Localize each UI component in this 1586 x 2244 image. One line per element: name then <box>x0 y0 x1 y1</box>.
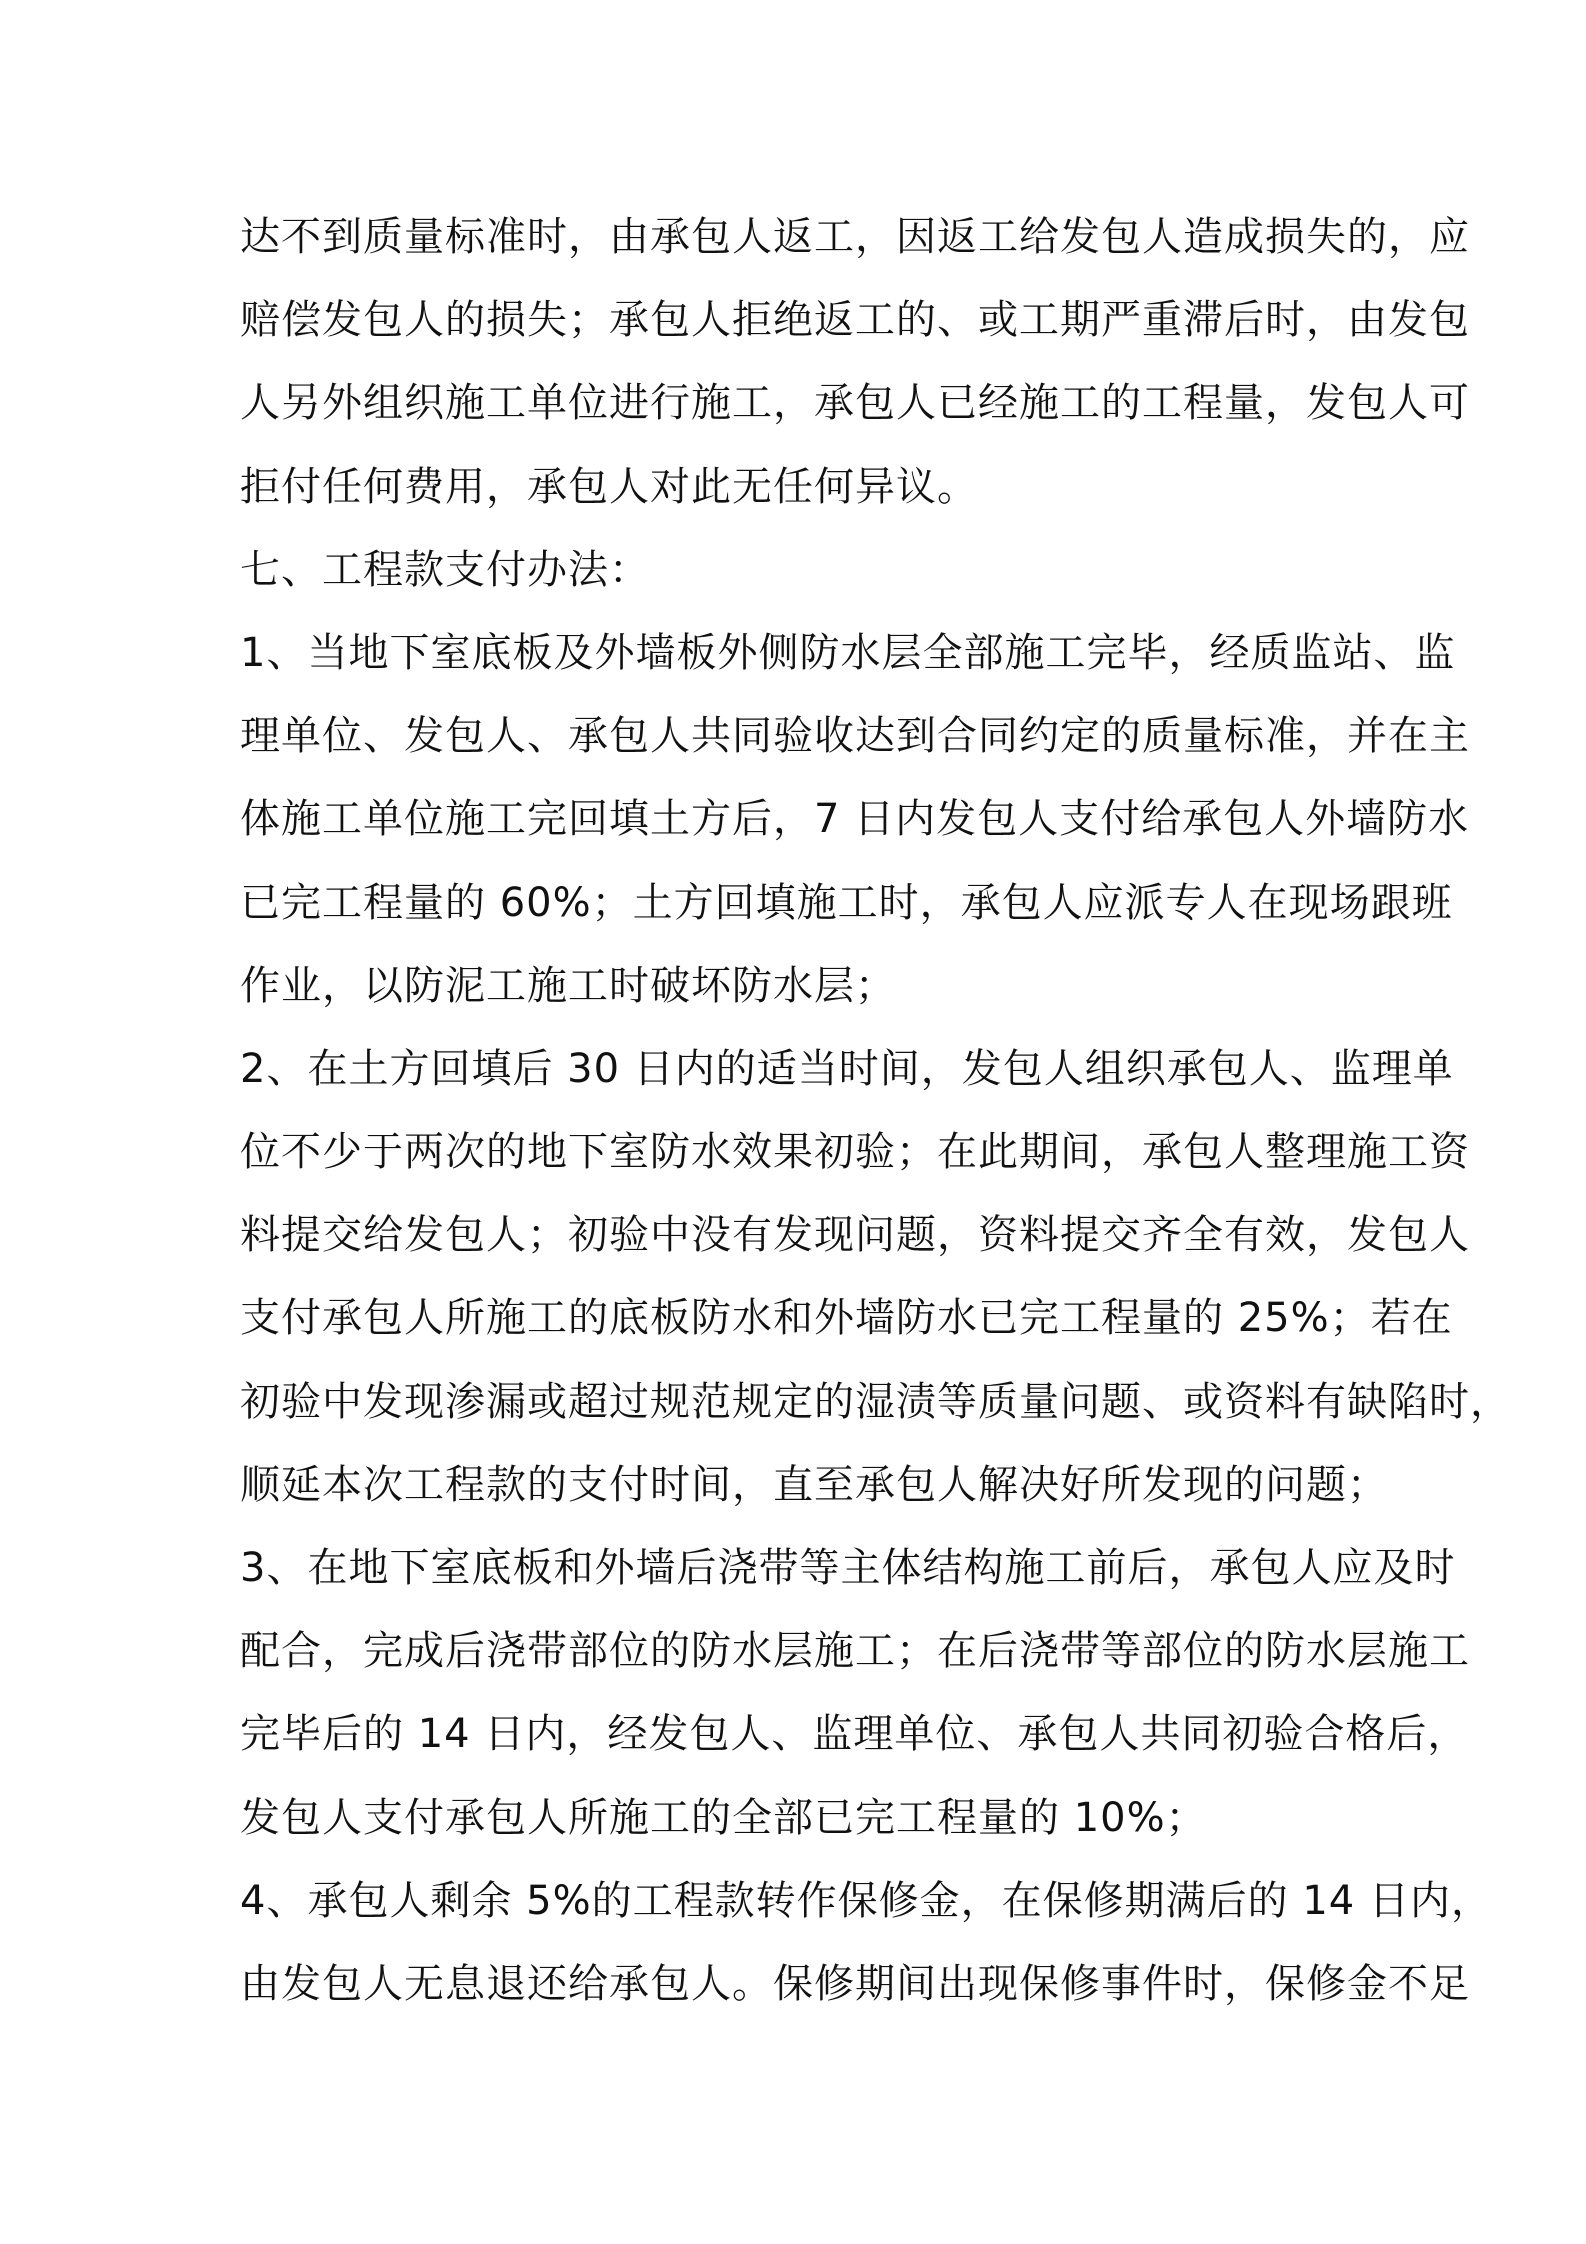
section-heading: 七、工程款支付办法： <box>240 546 650 593</box>
text-line: 支付承包人所施工的底板防水和外墙防水已完工程量的 25%；若在 <box>240 1295 1453 1342</box>
text-line: 体施工单位施工完回填土方后，7 日内发包人支付给承包人外墙防水 <box>240 796 1470 843</box>
text-line: 料提交给发包人；初验中没有发现问题，资料提交齐全有效，发包人 <box>240 1212 1470 1259</box>
text-line: 3、在地下室底板和外墙后浇带等主体结构施工前后，承包人应及时 <box>240 1545 1456 1591</box>
text-line: 人另外组织施工单位进行施工，承包人已经施工的工程量，发包人可 <box>240 380 1470 427</box>
text-line: 2、在土方回填后 30 日内的适当时间，发包人组织承包人、监理单 <box>240 1045 1454 1092</box>
text-line: 4、承包人剩余 5%的工程款转作保修金，在保修期满后的 14 日内， <box>240 1877 1492 1924</box>
text-line: 1、当地下室底板及外墙板外侧防水层全部施工完毕，经质监站、监 <box>240 629 1456 676</box>
text-line: 拒付任何费用，承包人对此无任何异议。 <box>240 463 978 510</box>
text-line: 已完工程量的 60%；土方回填施工时，承包人应派专人在现场跟班 <box>240 879 1453 926</box>
text-line: 发包人支付承包人所施工的全部已完工程量的 10%； <box>240 1794 1207 1841</box>
text-line: 赔偿发包人的损失；承包人拒绝返工的、或工期严重滞后时，由发包 <box>240 297 1470 344</box>
text-line: 位不少于两次的地下室防水效果初验；在此期间，承包人整理施工资 <box>240 1129 1470 1176</box>
text-line: 顺延本次工程款的支付时间，直至承包人解决好所发现的问题； <box>240 1461 1388 1508</box>
text-line: 达不到质量标准时，由承包人返工，因返工给发包人造成损失的，应 <box>240 214 1470 260</box>
text-line: 初验中发现渗漏或超过规范规定的湿渍等质量问题、或资料有缺陷时， <box>240 1378 1511 1425</box>
document-body <box>240 196 1511 2026</box>
text-line: 完毕后的 14 日内，经发包人、监理单位、承包人共同初验合格后， <box>240 1711 1469 1758</box>
text-line: 作业，以防泥工施工时破坏防水层； <box>240 962 896 1009</box>
text-line: 由发包人无息退还给承包人。保修期间出现保修事件时，保修金不足 <box>240 1960 1470 2007</box>
text-line: 理单位、发包人、承包人共同验收达到合同约定的质量标准，并在主 <box>240 713 1470 760</box>
text-line: 配合，完成后浇带部位的防水层施工；在后浇带等部位的防水层施工 <box>240 1628 1470 1675</box>
